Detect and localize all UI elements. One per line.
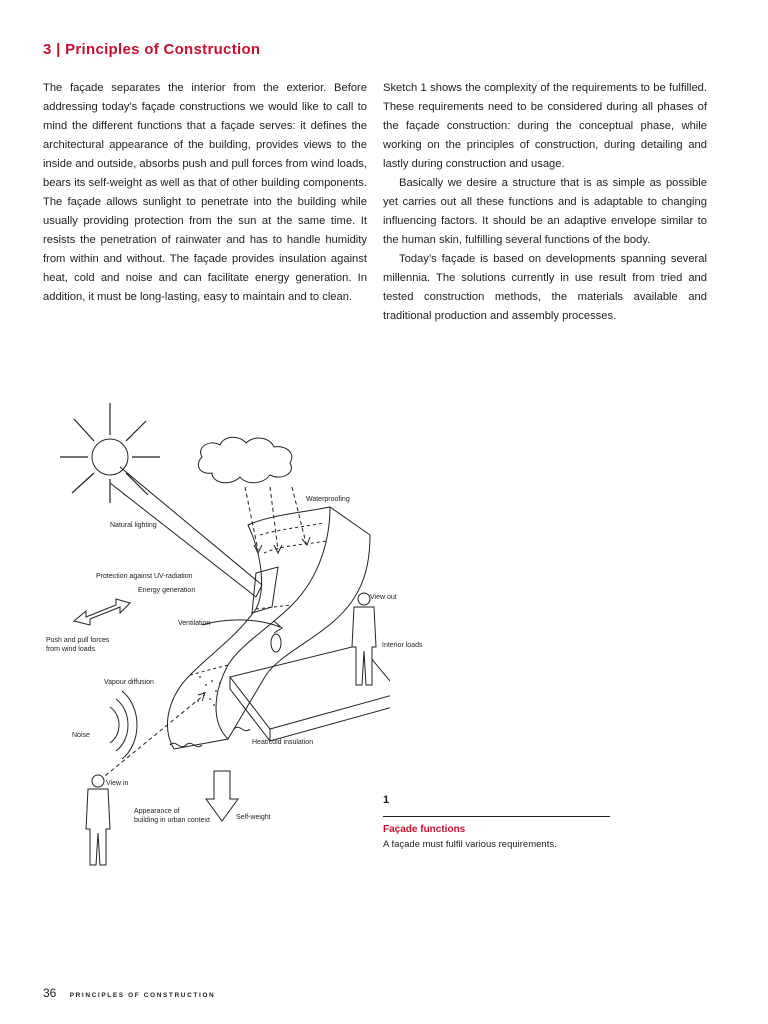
label-noise: Noise <box>72 732 90 739</box>
label-view-out: View out <box>370 594 397 601</box>
label-push-pull-2: from wind loads <box>46 646 96 653</box>
figure-title: Façade functions <box>383 824 466 835</box>
running-title: PRINCIPLES OF CONSTRUCTION <box>69 992 216 999</box>
heat-squiggle <box>170 727 250 746</box>
body-paragraph: Today’s façade is based on developments spanning several millennia. The solutions currently in use result from tried and tested construction methods, the materials available and traditional production and assembly processes. <box>383 253 707 322</box>
body-column-left <box>43 79 367 307</box>
label-ventilation: Ventilation <box>178 620 211 627</box>
label-energy-generation: Energy generation <box>138 587 196 594</box>
person-figure-left <box>86 775 110 865</box>
body-column-right <box>383 79 707 326</box>
label-vapour-diffusion: Vapour diffusion <box>104 679 154 686</box>
label-appearance-2: building in urban context <box>134 817 210 824</box>
label-uv-protection: Protection against UV-radiation <box>96 573 193 580</box>
uv-panel <box>252 567 278 613</box>
cloud-icon <box>198 437 291 483</box>
noise-waves <box>110 691 137 759</box>
page-number: 36 <box>43 986 57 1000</box>
label-natural-lighting: Natural lighting <box>110 522 157 529</box>
wind-load-arrow <box>74 599 130 625</box>
vapour-dots <box>197 676 221 706</box>
label-heat-cold: Heat/cold insulation <box>252 739 314 746</box>
person-figure-right <box>352 593 376 685</box>
facade-functions-sketch <box>30 395 423 895</box>
label-push-pull-1: Push and pull forces <box>46 637 110 644</box>
label-self-weight: Self-weight <box>236 814 271 821</box>
body-paragraph: The façade separates the interior from the exterior. Before addressing today’s façade constructions we would like to call to mind the different functions that a façade serves: it defines the architectural appearance of the building, provides views to the inside and outside, absorbs push and pull forces from wind loads, bears its self-weight as well as that of other building components. The façade allows sunlight to penetrate into the building while usually providing protection from the sun at the same time. It resists the penetration of rainwater and has to handle humidity from within and without. The façade provides insulation against heat, cold and noise and can facilitate energy generation. In addition, it must be long-lasting, easy to maintain and to clean. <box>43 82 368 303</box>
self-weight-arrow <box>206 771 238 821</box>
body-paragraph: Sketch 1 shows the complexity of the requirements to be fulfilled. These requirements need to be considered during all phases of the façade construction: during the conceptual phase, while working on the principles of construction, during detailing and lastly during construction and usage. <box>383 82 707 170</box>
page-footer <box>43 986 215 1000</box>
caption-divider <box>383 816 610 817</box>
figure-number: 1 <box>383 794 390 806</box>
label-interior-loads: Interior loads <box>382 642 423 649</box>
label-waterproofing: Waterproofing <box>306 496 350 503</box>
body-paragraph: Basically we desire a structure that is as simple as possible yet carries out all these functions and is adaptable to changing influencing factors. It should be an adaptive envelope similar to the human skin, fulfilling several functions of the body. <box>383 177 707 246</box>
page-title: 3 | Principles of Construction <box>43 41 261 58</box>
figure-caption: A façade must fulfil various requirements. <box>383 839 557 850</box>
label-view-in: View in <box>106 780 129 787</box>
label-appearance-1: Appearance of <box>134 808 180 815</box>
